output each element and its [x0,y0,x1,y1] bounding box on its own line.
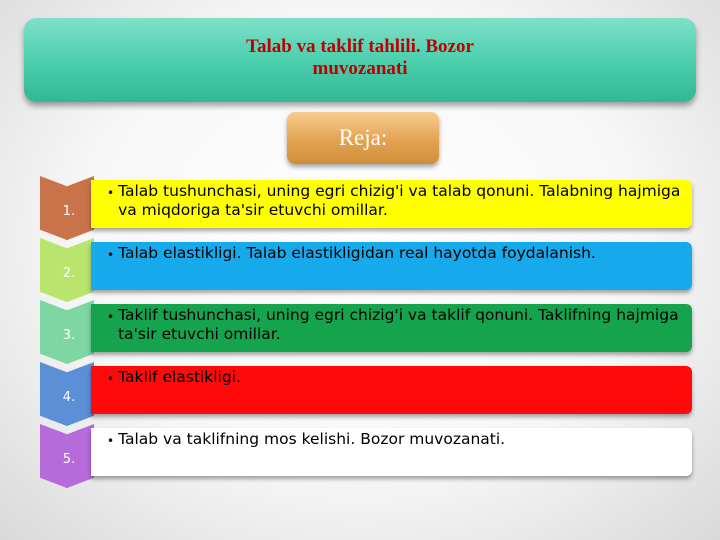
plan-number: 2. [62,266,76,281]
plan-text: Talab tushunchasi, uning egri chizig'i va talab qonuni. Talabning hajmiga va miqdoriga ta'sir etuvchi omillar. [118,182,681,219]
plan-item-5 [40,428,692,476]
plan-text: Taklif tushunchasi, uning egri chizig'i va taklif qonuni. Taklifning hajmiga ta'sir etuvchi omillar. [118,306,679,343]
plan-text: Taklif elastikligi. [118,368,241,386]
plan-text: Talab elastikligi. Talab elastikligidan real hayotda foydalanish. [118,244,596,262]
plan-bar [91,366,692,414]
reja-box [287,112,439,164]
plan-bar [91,180,692,228]
reja-label: Reja: [338,125,388,150]
plan-item-3 [40,304,692,352]
bullet-icon: • [107,186,115,200]
plan-number: 3. [62,328,76,343]
slide-title: Talab va taklif tahlili. Bozor muvozanati [246,36,474,79]
plan-bar [91,428,692,476]
bullet-icon: • [107,310,115,324]
plan-bar [91,304,692,352]
plan-number: 5. [62,452,76,467]
plan-number: 4. [62,390,76,405]
plan-item-4 [40,366,692,414]
plan-text: Talab va taklifning mos kelishi. Bozor muvozanati. [118,430,506,448]
bullet-icon: • [107,372,115,386]
plan-bar [91,242,692,290]
bullet-icon: • [107,248,115,262]
bullet-icon: • [107,434,115,448]
title-banner [24,18,696,102]
plan-item-1 [40,180,692,228]
plan-item-2 [40,242,692,290]
plan-number: 1. [62,204,76,219]
